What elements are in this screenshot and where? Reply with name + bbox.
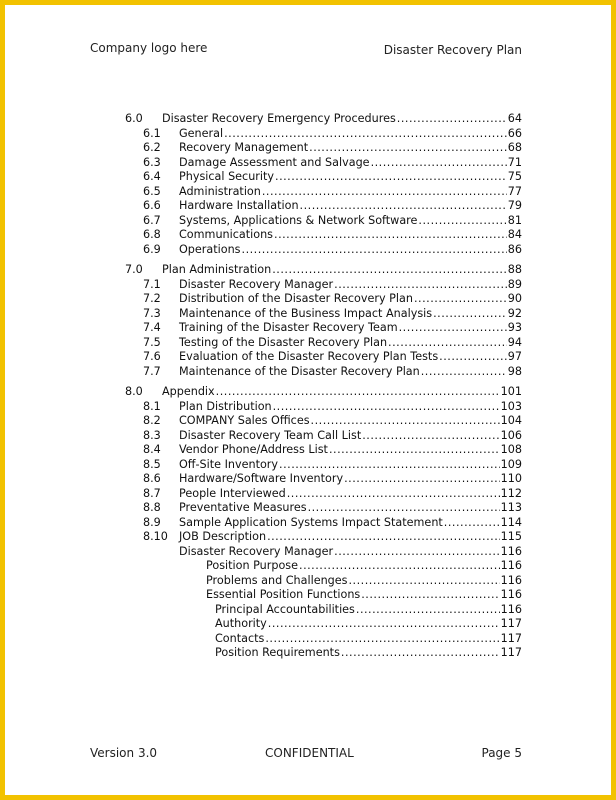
toc-entry xyxy=(125,458,522,473)
toc-entry-title: COMPANY Sales Offices xyxy=(179,414,310,427)
toc-dot-leader xyxy=(300,199,507,214)
toc-entry-title: Operations xyxy=(179,242,241,256)
toc-entry-number: 7.4 xyxy=(143,321,161,334)
toc-entry-title: Administration xyxy=(179,184,261,198)
toc-entry-page: 108 xyxy=(500,443,522,456)
toc-dot-leader xyxy=(414,292,507,307)
toc-entry xyxy=(125,400,522,415)
toc-dot-leader xyxy=(421,365,507,380)
toc-entry xyxy=(125,185,522,200)
toc-entry-number: 6.2 xyxy=(143,141,161,154)
toc-entry xyxy=(125,501,522,516)
toc-entry-title: Disaster Recovery Emergency Procedures xyxy=(162,112,396,125)
toc-entry xyxy=(125,263,522,278)
toc-dot-leader xyxy=(444,516,500,531)
toc-entry-number: 8.6 xyxy=(143,472,161,485)
toc-entry-title: JOB Description xyxy=(179,530,267,543)
toc-entry-number: 6.1 xyxy=(143,126,161,140)
toc-dot-leader xyxy=(362,429,499,444)
toc-entry xyxy=(125,385,522,400)
toc-dot-leader xyxy=(272,263,507,278)
toc-entry-number: 7.6 xyxy=(143,350,161,363)
toc-entry xyxy=(125,632,522,647)
toc-entry-number: 8.8 xyxy=(143,501,161,514)
toc-entry xyxy=(125,127,522,142)
toc-entry-title: Plan Administration xyxy=(162,263,272,276)
toc-entry-title: Sample Application Systems Impact Statement xyxy=(179,515,443,529)
toc-entry xyxy=(125,414,522,429)
toc-entry-page: 84 xyxy=(507,228,522,241)
toc-entry-page: 94 xyxy=(507,335,522,349)
toc-entry-page: 71 xyxy=(507,155,522,169)
toc-entry-title: Off-Site Inventory xyxy=(179,457,279,471)
toc-entry-title: Physical Security xyxy=(179,170,275,183)
toc-entry xyxy=(125,228,522,243)
toc-entry-number: 8.10 xyxy=(143,530,168,543)
toc-entry-title: Testing of the Disaster Recovery Plan xyxy=(179,335,388,349)
toc-entry-title: Maintenance of the Business Impact Analysis xyxy=(179,306,433,320)
toc-entry-page: 116 xyxy=(500,559,522,572)
toc-entry-number: 8.3 xyxy=(143,428,161,442)
toc-entry-page: 92 xyxy=(507,306,522,320)
toc-dot-leader xyxy=(388,336,507,351)
toc-entry xyxy=(125,292,522,307)
toc-entry-title: Communications xyxy=(179,228,274,241)
toc-entry-number: 8.7 xyxy=(143,486,161,500)
toc-entry-page: 116 xyxy=(500,573,522,587)
toc-entry-title: Systems, Applications & Network Software xyxy=(179,213,418,227)
toc-entry-title: Damage Assessment and Salvage xyxy=(179,155,370,169)
toc-entry xyxy=(125,278,522,293)
toc-entry-page: 110 xyxy=(500,472,522,485)
toc-entry-page: 117 xyxy=(500,631,522,645)
toc-entry-page: 90 xyxy=(507,292,522,305)
toc-entry-number: 7.2 xyxy=(143,292,161,305)
toc-entry-number: 6.5 xyxy=(143,184,161,198)
document-title: Disaster Recovery Plan xyxy=(383,43,522,57)
toc-entry xyxy=(125,429,522,444)
toc-entry-number: 6.0 xyxy=(125,112,143,125)
toc-entry-number: 6.6 xyxy=(143,199,161,212)
toc-entry-page: 106 xyxy=(500,428,522,442)
toc-dot-leader xyxy=(275,170,507,185)
toc-entry-title: Authority xyxy=(215,617,267,630)
toc-entry xyxy=(125,646,522,661)
footer-version: Version 3.0 xyxy=(90,746,158,760)
toc-dot-leader xyxy=(439,350,507,365)
toc-entry-number: 6.8 xyxy=(143,228,161,241)
toc-entry-title: Evaluation of the Disaster Recovery Plan Tests xyxy=(179,350,439,363)
toc-entry-title: Position Purpose xyxy=(206,559,299,572)
toc-entry xyxy=(125,603,522,618)
toc-entry-page: 97 xyxy=(507,350,522,363)
toc-entry-title: Distribution of the Disaster Recovery Plan xyxy=(179,292,413,305)
toc-entry-title: People Interviewed xyxy=(179,486,286,500)
toc-entry-page: 77 xyxy=(507,184,522,198)
toc-dot-leader xyxy=(356,603,500,618)
toc-entry xyxy=(125,588,522,603)
toc-dot-leader xyxy=(334,545,500,560)
toc-entry-page: 116 xyxy=(500,602,522,616)
toc-entry-number: 7.7 xyxy=(143,364,161,378)
toc-entry xyxy=(125,574,522,589)
toc-entry xyxy=(125,307,522,322)
toc-entry-number: 6.3 xyxy=(143,155,161,169)
toc-entry-page: 98 xyxy=(507,364,522,378)
toc-dot-leader xyxy=(418,214,506,229)
toc-entry xyxy=(125,170,522,185)
toc-dot-leader xyxy=(361,588,499,603)
toc-entry xyxy=(125,199,522,214)
toc-entry-title: Essential Position Functions xyxy=(206,588,361,601)
toc-dot-leader xyxy=(371,156,507,171)
toc-entry-title: Principal Accountabilities xyxy=(215,602,355,616)
toc-entry-title: Recovery Management xyxy=(179,141,309,154)
toc-dot-leader xyxy=(267,530,500,545)
toc-entry-number: 8.4 xyxy=(143,443,161,456)
toc-entry xyxy=(125,350,522,365)
toc-dot-leader xyxy=(341,646,500,661)
toc-dot-leader xyxy=(274,228,507,243)
toc-entry xyxy=(125,559,522,574)
toc-entry-page: 79 xyxy=(507,199,522,212)
toc-dot-leader xyxy=(399,321,507,336)
toc-entry xyxy=(125,321,522,336)
toc-entry-title: Maintenance of the Disaster Recovery Plan xyxy=(179,364,420,378)
toc-entry-page: 86 xyxy=(507,242,522,256)
toc-entry-number: 6.7 xyxy=(143,213,161,227)
toc-entry-title: Hardware Installation xyxy=(179,199,299,212)
toc-entry-title: Appendix xyxy=(162,385,215,398)
toc-dot-leader xyxy=(344,472,500,487)
toc-entry xyxy=(125,214,522,229)
toc-entry xyxy=(125,617,522,632)
toc-entry-title: Disaster Recovery Manager xyxy=(179,544,334,558)
toc-entry xyxy=(125,243,522,258)
toc-entry-page: 115 xyxy=(500,530,522,543)
toc-entry-number: 8.2 xyxy=(143,414,161,427)
toc-entry-page: 75 xyxy=(507,170,522,183)
toc-entry xyxy=(125,336,522,351)
toc-entry-page: 68 xyxy=(507,141,522,154)
toc-entry-title: Contacts xyxy=(215,631,265,645)
toc-entry-page: 109 xyxy=(500,457,522,471)
toc-dot-leader xyxy=(216,385,500,400)
toc-entry-number: 7.1 xyxy=(143,277,161,291)
toc-entry-title: General xyxy=(179,126,224,140)
toc-dot-leader xyxy=(265,632,499,647)
toc-entry-number: 7.5 xyxy=(143,335,161,349)
toc-entry-page: 116 xyxy=(500,588,522,601)
toc-entry-page: 116 xyxy=(500,544,522,558)
table-of-contents xyxy=(125,112,522,661)
toc-entry-title: Disaster Recovery Manager xyxy=(179,277,334,291)
toc-entry-title: Vendor Phone/Address List xyxy=(179,443,328,456)
toc-dot-leader xyxy=(329,443,500,458)
toc-entry xyxy=(125,112,522,127)
toc-entry-page: 89 xyxy=(507,277,522,291)
toc-entry-title: Plan Distribution xyxy=(179,399,272,413)
document-page xyxy=(5,5,611,795)
toc-dot-leader xyxy=(262,185,507,200)
toc-entry xyxy=(125,141,522,156)
toc-dot-leader xyxy=(308,501,500,516)
toc-entry xyxy=(125,530,522,545)
toc-entry-page: 103 xyxy=(500,399,522,413)
toc-entry-title: Problems and Challenges xyxy=(206,573,348,587)
toc-dot-leader xyxy=(433,307,507,322)
toc-entry-number: 7.3 xyxy=(143,306,161,320)
toc-entry xyxy=(125,365,522,380)
toc-dot-leader xyxy=(279,458,500,473)
toc-entry-page: 64 xyxy=(507,112,522,125)
toc-dot-leader xyxy=(268,617,500,632)
toc-entry-page: 93 xyxy=(507,321,522,334)
toc-dot-leader xyxy=(309,141,507,156)
toc-entry-title: Training of the Disaster Recovery Team xyxy=(179,321,398,334)
toc-dot-leader xyxy=(334,278,507,293)
toc-entry-page: 117 xyxy=(500,646,522,659)
toc-dot-leader xyxy=(397,112,507,127)
toc-entry xyxy=(125,516,522,531)
toc-dot-leader xyxy=(311,414,500,429)
toc-entry-title: Preventative Measures xyxy=(179,501,307,514)
toc-entry-page: 88 xyxy=(507,263,522,276)
toc-entry-page: 101 xyxy=(500,385,522,398)
toc-entry-page: 112 xyxy=(500,486,522,500)
toc-dot-leader xyxy=(224,127,507,142)
toc-entry xyxy=(125,545,522,560)
toc-entry-page: 66 xyxy=(507,126,522,140)
toc-entry xyxy=(125,487,522,502)
toc-entry-number: 8.9 xyxy=(143,515,161,529)
toc-entry-number: 8.0 xyxy=(125,385,143,398)
footer-confidential: CONFIDENTIAL xyxy=(265,746,354,760)
toc-entry-page: 114 xyxy=(500,515,522,529)
toc-dot-leader xyxy=(273,400,500,415)
toc-entry-number: 6.4 xyxy=(143,170,161,183)
toc-entry-number: 8.5 xyxy=(143,457,161,471)
toc-entry-number: 8.1 xyxy=(143,399,161,413)
toc-dot-leader xyxy=(242,243,507,258)
toc-entry-title: Disaster Recovery Team Call List xyxy=(179,428,362,442)
toc-entry-title: Hardware/Software Inventory xyxy=(179,472,344,485)
toc-entry xyxy=(125,472,522,487)
toc-entry-page: 104 xyxy=(500,414,522,427)
company-logo-placeholder: Company logo here xyxy=(90,41,208,55)
toc-entry-page: 117 xyxy=(500,617,522,630)
toc-dot-leader xyxy=(349,574,500,589)
toc-entry-page: 113 xyxy=(500,501,522,514)
toc-dot-leader xyxy=(299,559,500,574)
toc-entry-number: 6.9 xyxy=(143,242,161,256)
toc-entry-page: 81 xyxy=(507,213,522,227)
toc-entry-number: 7.0 xyxy=(125,263,143,276)
toc-entry-title: Position Requirements xyxy=(215,646,340,659)
toc-entry xyxy=(125,156,522,171)
toc-dot-leader xyxy=(287,487,500,502)
toc-entry xyxy=(125,443,522,458)
footer-page-number: Page 5 xyxy=(481,746,522,760)
